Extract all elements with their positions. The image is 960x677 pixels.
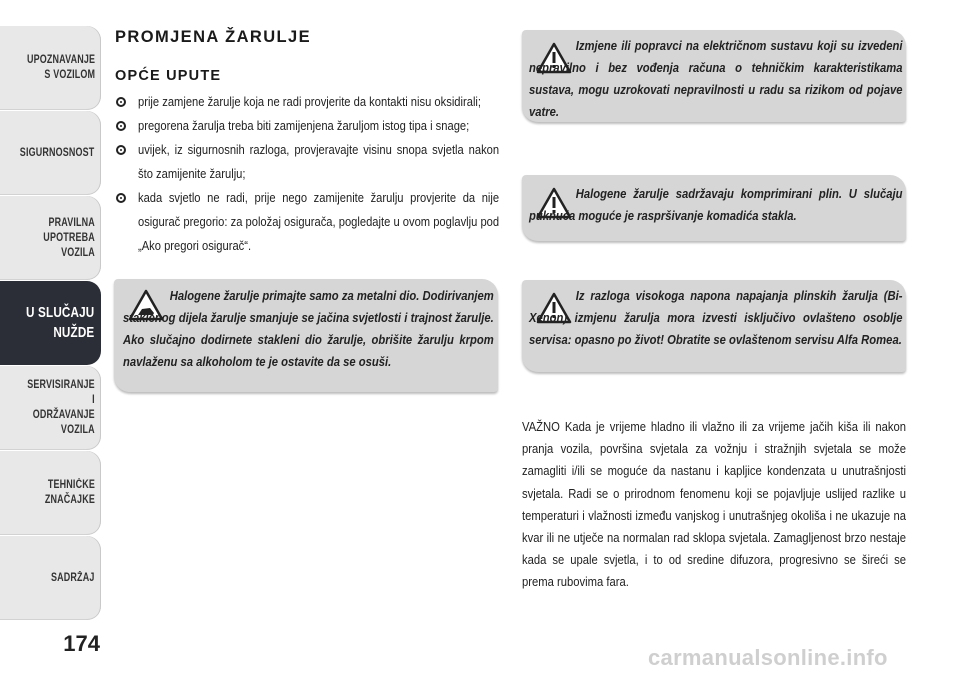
- list-item: [115, 138, 500, 186]
- important-note: VAŽNO Kada je vrijeme hladno ili vlažno ili za vrijeme jačih kiša ili nakon pranja vozila, površina svjetala za vožnju i stražnjih svjetala se može zamagliti i/ili se moguće da nastanu i kapljice kondenzata u unutrašnjosti svjetala. Radi se o prirodnom fenomenu koji se pojavljuje uslijed razlike u temperaturi i vlažnosti između vanjskog i unutrašnjeg okoliša i ne ukazuje na kvar ili ne utječe na normalan rad sklopa svjetala. Zamagljenost brzo nestaje kada se upale svjetla, i to od sredine difuzora, progresivno se šireći se prema rubovima fara.: [522, 419, 907, 590]
- page-title: PROMJENA ŽARULJE: [115, 28, 311, 46]
- left-column: [115, 28, 500, 258]
- list-item: [115, 90, 500, 114]
- bullet-circle-icon: [116, 145, 126, 155]
- list-item-text: kada svjetlo ne radi, prije nego zamijenite žarulju provjerite da nije osigurač pregorio: za položaj osigurača, pogledajte u ovom poglavlju pod „Ako pregori osigurač“.: [138, 190, 500, 253]
- tab-upoznavanje[interactable]: [0, 26, 101, 110]
- warning-text: Izmjene ili popravci na električnom sustavu koji su izvedeni nepravilno i bez vođenja računa o tehničkim karakteristikama sustava, mogu uzrokovati nepravilnosti u radu sa rizikom od pojave vatre.: [529, 39, 903, 119]
- chapter-tabs: [0, 26, 101, 621]
- section-subtitle: OPĆE UPUTE: [115, 68, 222, 84]
- warning-box-electrical: [522, 30, 906, 122]
- tab-label: SIGURNOSNOST: [20, 146, 95, 159]
- bullet-circle-icon: [116, 193, 126, 203]
- tab-label: SERVISIRANJE I ODRŽAVANJE VOZILA: [27, 379, 95, 436]
- warning-box-halogen-gas: [522, 175, 906, 241]
- warning-box-halogen-handling: [114, 279, 498, 392]
- warning-text: Iz razloga visokoga napona napajanja plinskih žarulja (Bi-Xenon) izmjenu žarulja mora izvesti isključivo ovlašteno osoblje servisa: opasno po život! Obratite se ovlaštenom servisu Alfa Romea.: [529, 289, 903, 347]
- bullet-list: [115, 90, 500, 258]
- tab-pravilna-upotreba[interactable]: [0, 196, 101, 280]
- tab-label: PRAVILNA UPOTREBA VOZILA: [43, 216, 95, 259]
- watermark: carmanualsonline.info: [648, 645, 888, 670]
- page-number: 174: [63, 631, 100, 656]
- list-item-text: pregorena žarulja treba biti zamijenjena žaruljom istog tipa i snage;: [138, 118, 470, 133]
- tab-label: UPOZNAVANJE S VOZILOM: [26, 54, 95, 81]
- tab-label: SADRŽAJ: [51, 571, 95, 584]
- bullet-circle-icon: [116, 97, 126, 107]
- bullet-circle-icon: [116, 121, 126, 131]
- list-item: [115, 114, 500, 138]
- tab-servisiranje[interactable]: [0, 366, 101, 450]
- warning-text: Halogene žarulje sadržavaju komprimirani plin. U slučaju puknuća moguće je raspršivanje komadića stakla.: [529, 187, 903, 223]
- tab-label: U SLUČAJU NUŽDE: [26, 304, 95, 341]
- tab-sadrzaj[interactable]: [0, 536, 101, 620]
- list-item-text: uvijek, iz sigurnosnih razloga, provjeravajte visinu snopa svjetla nakon što zamijenite žarulju;: [138, 142, 500, 181]
- list-item-text: prije zamjene žarulje koja ne radi provjerite da kontakti nisu oksidirali;: [138, 94, 482, 109]
- tab-label: TEHNIČKE ZNAČAJKE: [44, 479, 95, 506]
- tab-u-slucaju-nuzde[interactable]: [0, 281, 101, 365]
- tab-tehnicke-znacajke[interactable]: [0, 451, 101, 535]
- list-item: [115, 186, 500, 258]
- warning-text: Halogene žarulje primajte samo za metalni dio. Dodirivanjem staklenog dijela žarulje smanjuje se jačina svjetlosti i trajnost žarulje. Ako slučajno dodirnete stakleni dio žarulje, obrišite žarulju krpom navlaženu sa alkoholom te je ostavite da se osuši.: [123, 289, 494, 369]
- warning-box-xenon: [522, 280, 906, 372]
- tab-sigurnosnost[interactable]: [0, 111, 101, 195]
